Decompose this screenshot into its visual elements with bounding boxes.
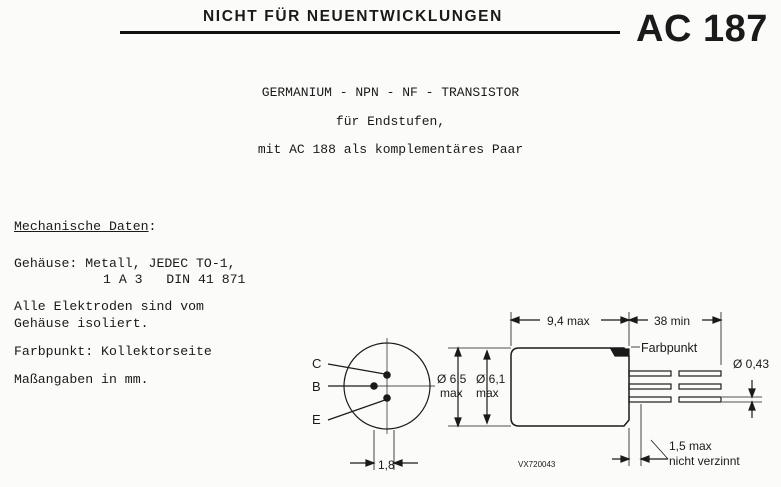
spacing-arrow-left <box>366 460 374 466</box>
lead-3-b <box>679 397 721 402</box>
tin-arrow-left <box>621 456 629 462</box>
tin-arrow-right <box>641 456 649 462</box>
spacing-arrow-right <box>394 460 402 466</box>
pin-b-label: B <box>312 379 321 394</box>
color-dot-mark <box>611 349 629 356</box>
mech-title-colon: : <box>148 219 157 234</box>
color-dot-note: Farbpunkt: Kollektorseite <box>14 344 212 359</box>
pin-c-leader <box>328 364 385 374</box>
housing-line-2: 1 A 3 DIN 41 871 <box>103 272 246 287</box>
pin-e-label: E <box>312 412 321 427</box>
mech-title-text: Mechanische Daten <box>14 219 149 234</box>
pin-spacing-label: 1,8 <box>378 458 395 472</box>
body-length-label: 9,4 max <box>547 314 590 328</box>
dia-inner-max: max <box>476 386 499 400</box>
dia-outer-arrow-bottom <box>455 418 461 426</box>
pin-b-dot <box>371 383 377 389</box>
dia-outer-label: Ø 6,5 <box>437 372 467 386</box>
lead-2-a <box>629 384 671 389</box>
drawing-id: VX720043 <box>518 460 556 469</box>
dia-outer-arrow-top <box>455 348 461 356</box>
pin-c-label: C <box>312 356 322 371</box>
isolation-line-1: Alle Elektroden sind vom <box>14 299 204 314</box>
tin-free-note: nicht verzinnt <box>669 454 740 468</box>
lead-dia-arrow-top <box>749 389 755 397</box>
intro-type: GERMANIUM - NPN - NF - TRANSISTOR <box>261 85 520 100</box>
color-dot-drawing-label: Farbpunkt <box>641 341 698 355</box>
housing-line-1: Gehäuse: Metall, JEDEC TO-1, <box>14 256 236 271</box>
dia-outer-max: max <box>440 386 463 400</box>
pin-c-dot <box>384 372 390 378</box>
lead-len-arrow-right <box>713 317 721 323</box>
lead-3-a <box>629 397 671 402</box>
lead-dia-arrow-bottom <box>749 402 755 410</box>
dia-inner-label: Ø 6,1 <box>476 372 506 386</box>
lead-length-label: 38 min <box>654 314 691 328</box>
discontinued-note: NICHT FÜR NEUENTWICKLUNGEN <box>203 8 503 25</box>
isolation-line-2: Gehäuse isoliert. <box>14 316 149 331</box>
body-len-arrow-left <box>511 317 519 323</box>
lead-2-b <box>679 384 721 389</box>
lead-1-b <box>679 371 721 376</box>
tin-free-label: 1,5 max <box>669 439 712 453</box>
units-note: Maßangaben in mm. <box>14 372 149 387</box>
dia-inner-arrow-bottom <box>484 415 490 423</box>
model-number: AC 187 <box>636 8 768 50</box>
dia-inner-arrow-top <box>484 351 490 359</box>
lead-dia-label: Ø 0,43 <box>733 357 770 371</box>
case-body <box>511 348 629 426</box>
tin-leader <box>651 440 668 459</box>
intro-pair: mit AC 188 als komplementäres Paar <box>257 142 524 157</box>
lead-1-a <box>629 371 671 376</box>
lead-len-arrow-left <box>629 317 637 323</box>
intro-use: für Endstufen, <box>335 114 446 129</box>
